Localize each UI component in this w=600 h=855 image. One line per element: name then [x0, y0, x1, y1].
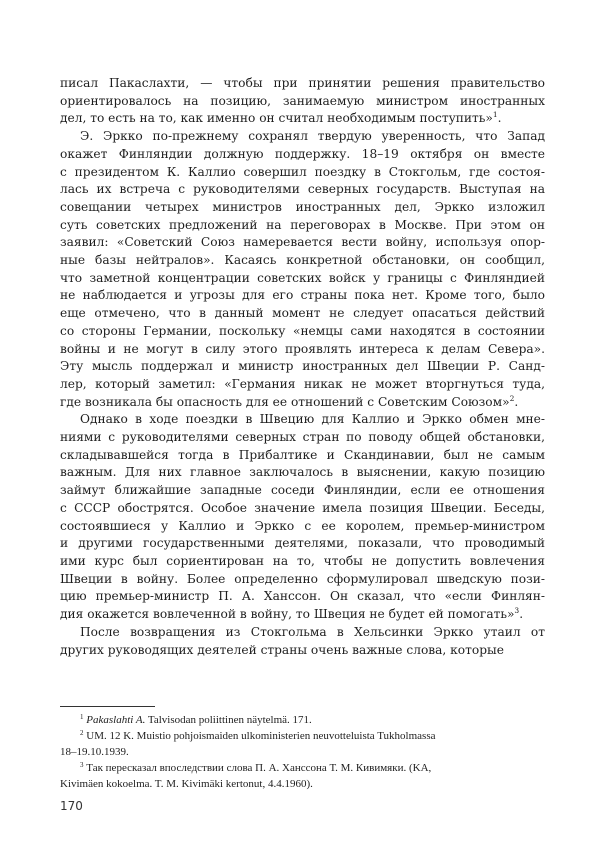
text-line: После возвращения из Стокгольма в Хельсинки Эркко утаил от	[80, 624, 545, 639]
text-line: с президентом К. Каллио совершил поездку в Стокгольм, где состоя-	[60, 164, 545, 179]
footnotes	[60, 712, 545, 792]
text-line: окажет Финляндии должную поддержку. 18–19 октября он вместе	[60, 146, 545, 161]
text-line: и другими государственными деятелями, показали, что проводимый	[60, 536, 545, 551]
text-line: ные базы нейтралов». Касаясь конкретной обстановки, он сообщил,	[60, 253, 545, 268]
text-line: писал Пакаслахти, — чтобы при принятии решения правительство	[60, 76, 545, 90]
text-line: состоявшиеся у Каллио и Эркко с ее королем, премьер-министром	[60, 518, 545, 533]
footnote-author: Pakaslahti A.	[86, 714, 146, 726]
footnote-number: 2	[80, 729, 84, 737]
text-line: со стороны Германии, поскольку «немцы сами находятся в состоянии	[60, 323, 545, 338]
text-line: складывавшейся тогда в Прибалтике и Скандинавии, был не самым	[60, 447, 545, 462]
text-line: Однако в ходе поездки в Швецию для Каллио и Эркко обмен мне-	[80, 412, 545, 427]
text-line: где возникала бы опасность для ее отношений с Советским Союзом»$^2$.	[60, 393, 519, 409]
text-line: совещании четырех министров иностранных дел, Эркко изложил	[60, 199, 545, 214]
text-line: что заметной концентрации советских войск у границы с Финляндией	[60, 270, 545, 285]
text-line: заявил: «Советский Союз намеревается вести войну, используя опор-	[60, 235, 545, 250]
text-line: суть советских предложений на переговорах в Москве. При этом он	[60, 217, 545, 232]
footnote-reference[interactable]: 3	[514, 606, 520, 616]
paragraph	[60, 75, 545, 128]
text-line: ими курс был сориентирован на то, чтобы не допустить вовлечения	[60, 553, 545, 568]
footnote-line: $^2$ UM. 12 K. Muistio pohjoismaiden ulkoministerien neuvotteluista Tukholmassa	[80, 729, 436, 742]
text-line: займут ближайшие западные соседи Финляндии, если ее отношения	[60, 483, 545, 498]
paragraph	[60, 411, 545, 623]
text-line: войны и не могут в силу этого проявлять интереса к делам Севера».	[60, 341, 545, 356]
footnote	[60, 760, 545, 792]
text-line: важным. Для них главное заключалось в выяснении, какую позицию	[60, 465, 545, 480]
footnote	[60, 728, 545, 760]
body-text	[60, 75, 545, 659]
text-line: с СССР обострятся. Особое значение имела позиция Швеции. Беседы,	[60, 500, 545, 515]
footnote-line: Kivimäen kokoelma. T. M. Kivimäki kertonut, 4.4.1960).	[60, 778, 313, 790]
text-line: еще отмечено, что в данный момент не следует опасаться действий	[60, 306, 545, 321]
text-line: лер, который заметил: «Германия никак не может вторгнуться туда,	[60, 376, 545, 391]
footnote-line: $^3$ Так пересказал впоследствии слова П. А. Ханссона Т. М. Кивимяки. (KA,	[80, 761, 432, 774]
footnote-rule	[60, 706, 155, 707]
footnote-reference[interactable]: 1	[492, 110, 498, 120]
footnote-line: 18–19.10.1939.	[60, 746, 129, 758]
footnote-line: $^1$ Pakaslahti A. Talvisodan poliittinen näytelmä. 171.	[80, 713, 312, 726]
footnote-number: 3	[80, 761, 84, 769]
text-line: ориентировалось на позицию, занимаемую министром иностранных	[60, 93, 545, 108]
text-line: ниями с руководителями северных стран по поводу общей обстановки,	[60, 430, 545, 445]
text-line: дия окажется вовлеченной в войну, то Швеция не будет ей помогать»$^3$.	[60, 606, 524, 622]
paragraph	[60, 624, 545, 659]
text-line: других руководящих деятелей страны очень важные слова, которые	[60, 642, 504, 657]
footnote-number: 1	[80, 713, 84, 721]
text-line: Э. Эркко по-прежнему сохранял твердую уверенность, что Запад	[80, 129, 545, 144]
text-line: дел, то есть на то, как именно он считал необходимым поступить»$^1$.	[60, 110, 502, 126]
text-line: цию премьер-министр П. А. Ханссон. Он сказал, что «если Финлян-	[60, 589, 545, 604]
text-line: Швеции в войну. Более определенно сформулировал шведскую пози-	[60, 571, 545, 586]
text-line: Эту мысль поддержал и министр иностранных дел Швеции Р. Санд-	[60, 359, 545, 374]
text-line: лась их встреча с руководителями северных государств. Выступая на	[60, 182, 545, 197]
footnote-reference[interactable]: 2	[509, 393, 515, 403]
paragraph	[60, 128, 545, 411]
text-line: не наблюдается и угрозы для его страны пока нет. Кроме того, было	[60, 288, 545, 303]
footnote	[60, 712, 545, 728]
page-number: 170	[60, 799, 83, 813]
